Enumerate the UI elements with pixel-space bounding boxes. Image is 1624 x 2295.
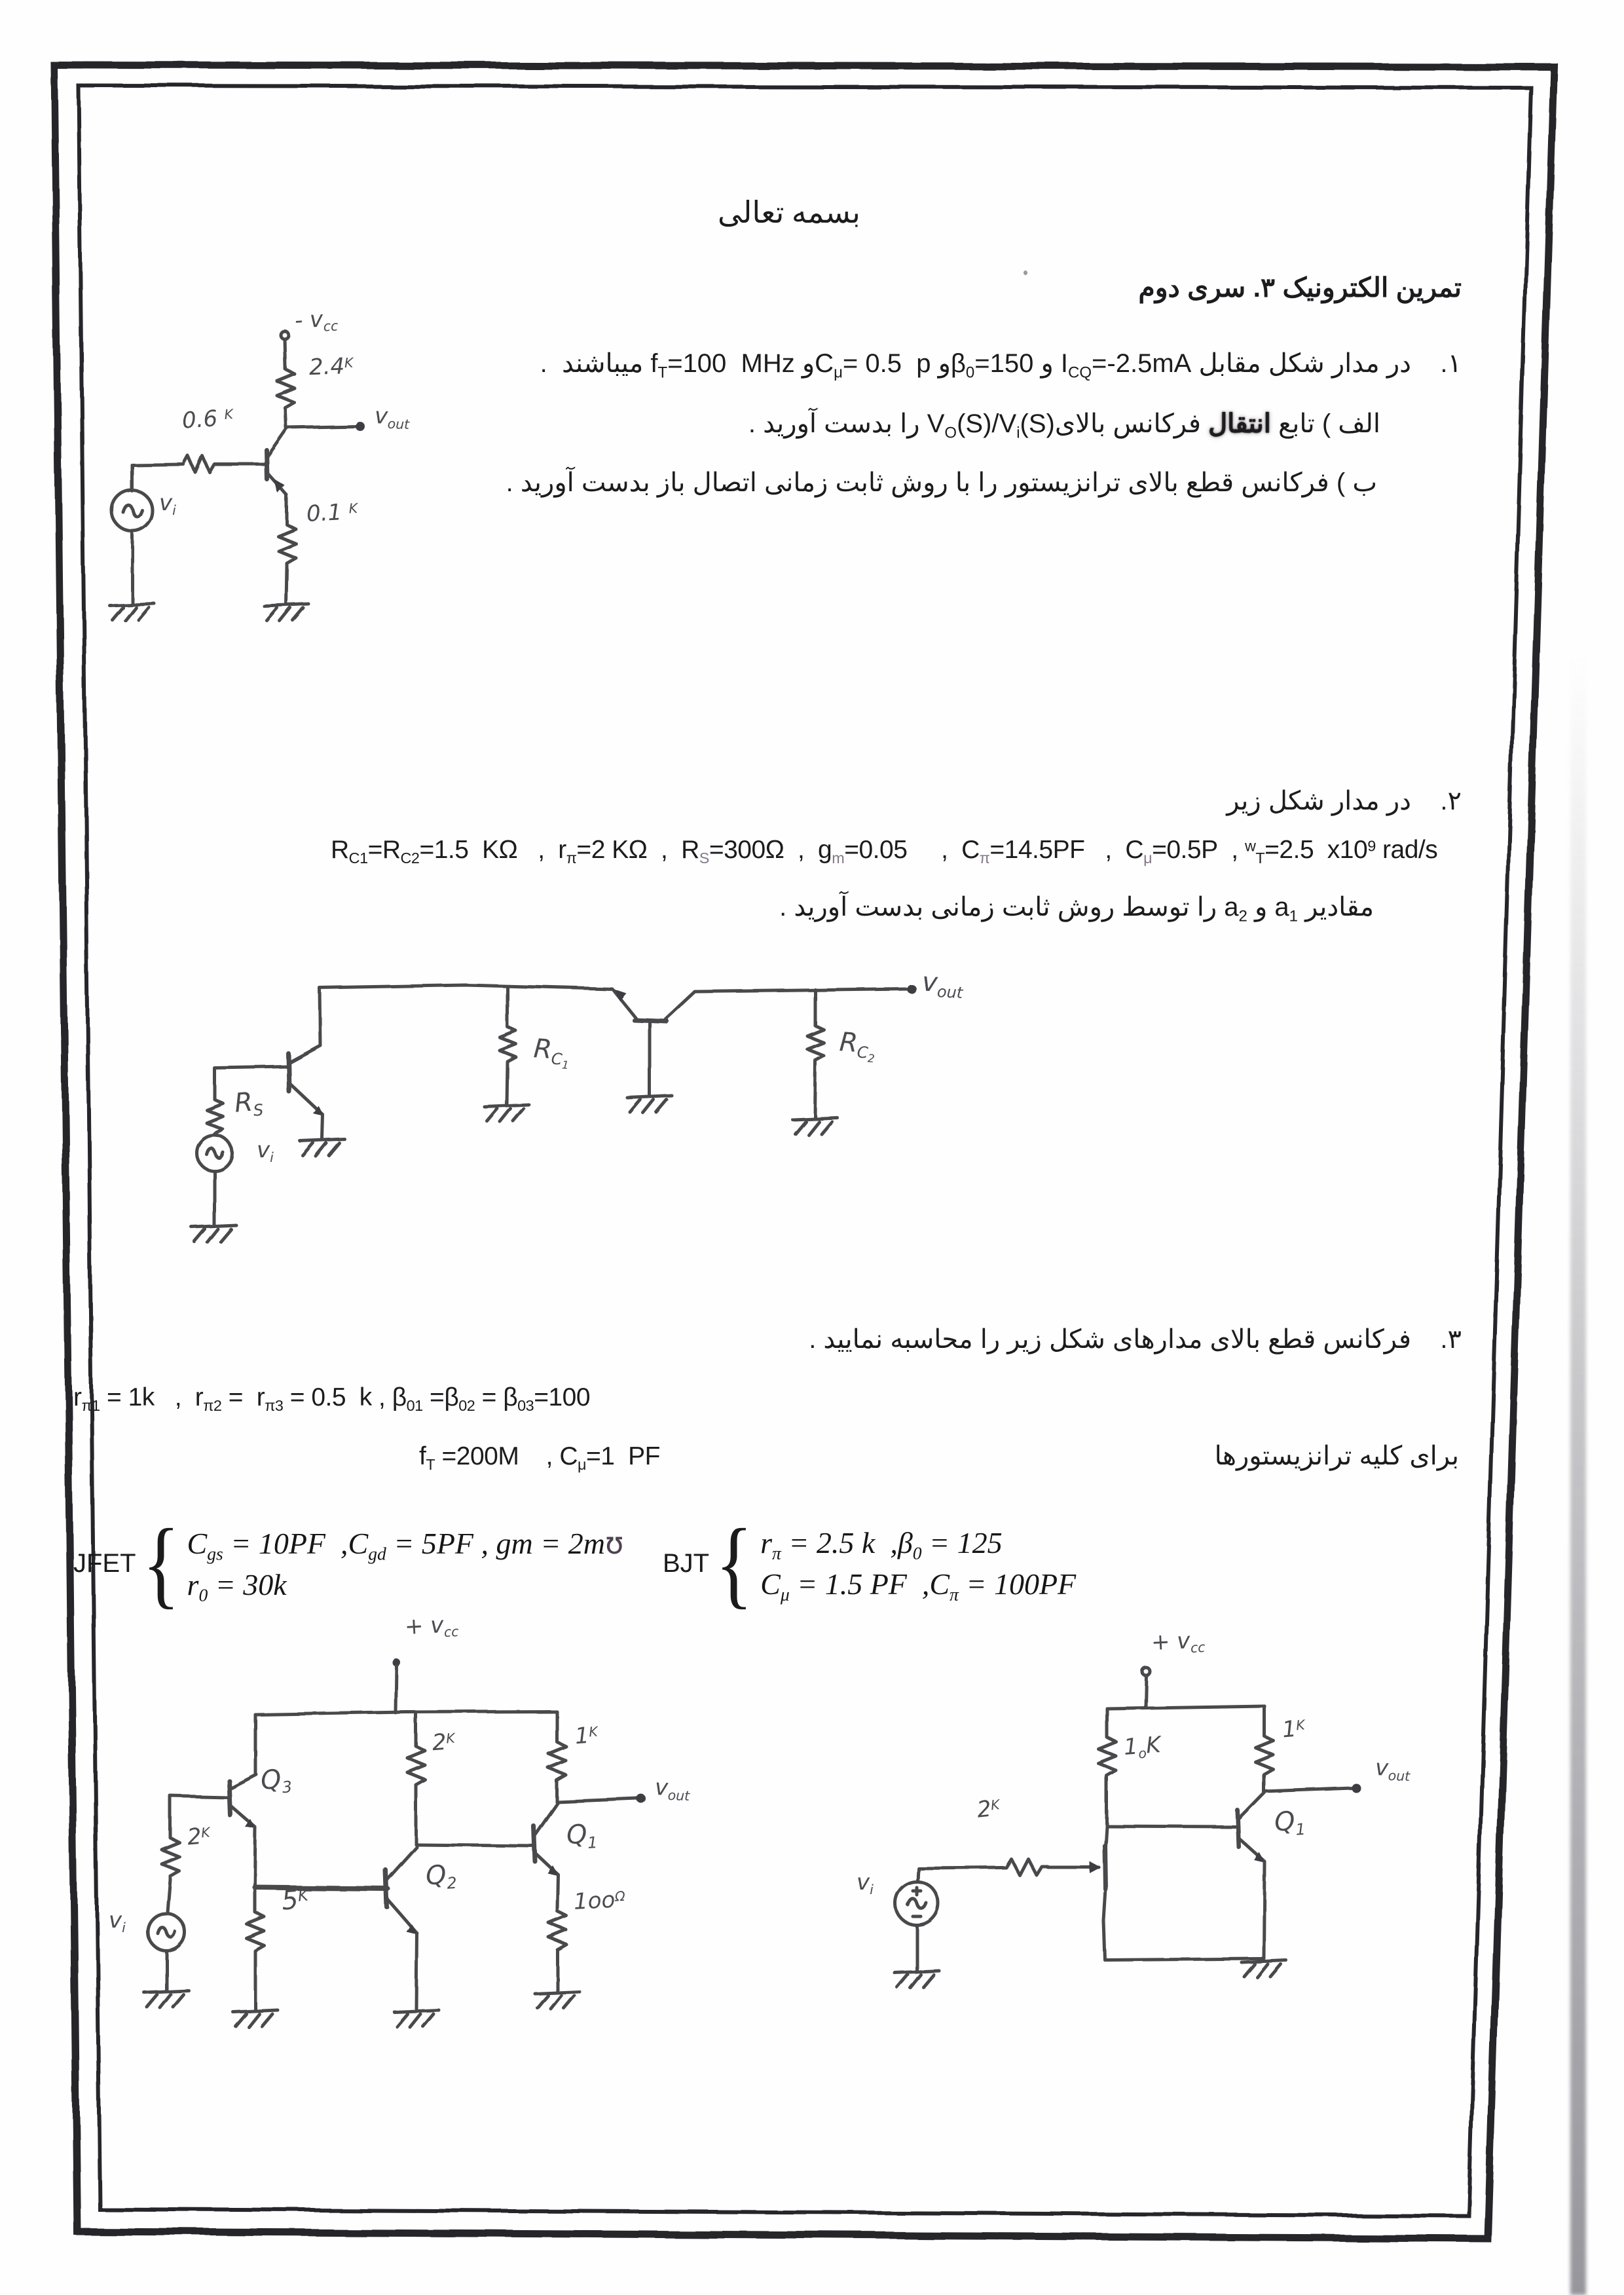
- label-c3l-2k: $2^K$: [431, 1728, 456, 1757]
- top-rail: [320, 985, 612, 989]
- problem1-part-b: ب ) فرکانس قطع بالای ترانزیستور را با روش ثابت زمانی اتصال باز بدست آورید .: [506, 468, 1377, 497]
- resistor-0k1: [264, 495, 308, 621]
- label-c3r-2k: $2^K$: [976, 1795, 1001, 1823]
- bjt-spec-row1: $r_\pi = 2.5$ k $,\beta_0 = 125$: [760, 1526, 1003, 1563]
- label-c2-vin: $v_i$: [257, 1137, 274, 1166]
- emitter-node-link: [255, 1828, 388, 1889]
- jfet-spec-block: [73, 1509, 624, 1618]
- bjt-spec-block: [663, 1509, 1077, 1618]
- label-c3l-q1: $Q_1$: [565, 1819, 599, 1852]
- vi-source: [144, 1914, 189, 2007]
- output-wire: [1264, 1783, 1361, 1793]
- assignment-heading: تمرین الکترونیک ۳. سری دوم: [1138, 272, 1462, 303]
- label-c3l-1k: $1^K$: [574, 1722, 599, 1750]
- bottom-wire: [1105, 1958, 1286, 1977]
- problem1-part-a: الف ) تابع انتقال فرکانس $بالایV_O(S)/V_i(S)$ را بدست آورید .: [748, 409, 1380, 442]
- jfet-spec-row1: $C_{gs} = 10PF$ $,C_{gd} = 5PF$ , gm = 2mʊ: [187, 1525, 624, 1564]
- label-c1-rc: $2.4^K$: [308, 353, 354, 381]
- label-c2-vout: $v_{out}$: [921, 967, 963, 1003]
- label-c3l-100: $1oo^\Omega$: [573, 1886, 626, 1916]
- pnp-transistor: [267, 430, 287, 495]
- resistor-5k: [233, 1888, 278, 2027]
- label-c3l-2k-in: $2^K$: [186, 1823, 211, 1851]
- jfet-spec-row2: $r_0 = 30k$: [187, 1567, 287, 1605]
- jfet: [1048, 1826, 1107, 1960]
- top-rail: [1107, 1706, 1264, 1708]
- label-c2-rc1: $R_{C1}$: [532, 1034, 570, 1072]
- resistor-rc2: [792, 990, 837, 1134]
- top-rail: [255, 1711, 557, 1715]
- bjt-brace: {: [715, 1509, 753, 1618]
- gate-drain-wire: [1107, 1826, 1239, 1827]
- transistor-1: [288, 988, 344, 1156]
- output-wire: [286, 422, 365, 431]
- problem2-question: مقادیر $a_1$ و $a_2$ را توسط روش ثابت زمانی بدست آورید .: [779, 893, 1374, 925]
- label-c3l-vcc: + $v_{cc}$: [404, 1612, 459, 1641]
- label-c1-re: 0.1 $^K$: [306, 498, 358, 528]
- problem3-parameters-2: $f_T =200M$ , $C_\mu=1$ PF: [419, 1442, 660, 1474]
- output-wire: [557, 1794, 646, 1803]
- label-c3r-q1: $Q_1$: [1273, 1806, 1306, 1839]
- interstage-wire: [416, 1844, 534, 1846]
- label-c3r-vcc: + $v_{cc}$: [1151, 1628, 1206, 1656]
- circuit2-schematic: [177, 950, 1015, 1264]
- problem2-statement: ۲. در مدار شکل زیر: [1227, 787, 1462, 815]
- problem3-statement: ۳. فرکانس قطع بالای مدارهای شکل زیر را محاسبه نمایید .: [809, 1325, 1462, 1354]
- transistor-2-common-base: [614, 990, 695, 1113]
- problem3-note: برای کلیه ترانزیستورها: [1214, 1442, 1459, 1470]
- vi-source: [110, 491, 155, 621]
- base-branch: [132, 456, 267, 491]
- resistor-10k: [1098, 1708, 1116, 1826]
- label-c2-rs: $R_S$: [233, 1087, 265, 1120]
- problem3-parameters-1: $r_{\pi 1} = 1k$ , $r_{\pi 2} = r_{\pi 3} = 0.5$ k , $\beta_{01} =\beta_{02} = \beta_{03}=100$: [73, 1383, 591, 1415]
- bismillah-title: بسمه تعالی: [718, 196, 860, 229]
- circuit3-right-schematic: [838, 1624, 1545, 2043]
- vcc-terminal: [281, 331, 289, 367]
- resistor-1k: [548, 1711, 566, 1802]
- label-c3l-q2: $Q_2$: [424, 1859, 458, 1893]
- resistor-2k4: [277, 367, 295, 428]
- bjt-spec-row2: $C_\mu = 1.5$ PF $,C_\pi = 100PF$: [760, 1567, 1077, 1605]
- vi-source: [895, 1882, 939, 1988]
- circuit1-schematic: [98, 301, 478, 648]
- label-c3l-vin: $v_i$: [109, 1907, 126, 1936]
- label-c1-vin: $v_i$: [159, 490, 176, 519]
- label-c1-vcc: - $v_{cc}$: [293, 306, 339, 335]
- label-c3l-vout: $v_{out}$: [654, 1774, 690, 1804]
- right-rail: [695, 984, 916, 994]
- problem1-statement: ۱. در مدار شکل مقابل $I_{CQ}=-2.5mA$ و $\beta_0=150و$ $C_\mu= 0.5$ pو $f_T=100$ MHz میباشند .: [540, 349, 1462, 382]
- label-c3r-10k: $1_oK$: [1122, 1732, 1162, 1762]
- jfet-label: JFET: [73, 1548, 136, 1578]
- input-branch: [162, 1796, 229, 1912]
- resistor-2k: [917, 1859, 1048, 1881]
- vcc-terminal: [1142, 1668, 1150, 1706]
- label-c1-vout: $v_{out}$: [374, 403, 410, 433]
- scan-speck: [1024, 271, 1027, 275]
- resistor-2k-mid: [407, 1713, 425, 1844]
- label-c3r-vin: $v_i$: [857, 1869, 874, 1898]
- label-c2-rc2: $R_{C2}$: [838, 1027, 876, 1066]
- scan-streak: [1570, 655, 1586, 2295]
- label-c3l-q3: $Q_3$: [259, 1764, 293, 1797]
- label-c3l-5k: $5^K$: [280, 1884, 309, 1916]
- label-c1-rb: 0.6 $^K$: [181, 405, 234, 434]
- transistor-q3: [229, 1715, 257, 1829]
- resistor-1k: [1255, 1706, 1273, 1791]
- label-c3r-vout: $v_{out}$: [1375, 1755, 1411, 1785]
- transistor-q1: [534, 1803, 559, 1876]
- resistor-rc1: [485, 987, 529, 1122]
- bjt-label: BJT: [663, 1548, 710, 1578]
- problem2-parameters: $R_{C1}=R_{C2}=1.5$ KΩ , $r_\pi=2$ KΩ , $R_S=300\Omega$ , $g_m=0.05$ , $C_\pi=14.5PF$ , $C_\mu=0.5P$ , $^w_T$=2.5 $x10^9$ rad/s: [331, 836, 1438, 867]
- vi-source: [192, 1135, 236, 1242]
- jfet-brace: {: [141, 1509, 180, 1618]
- label-c3r-1k: $1^K$: [1281, 1715, 1306, 1744]
- transistor-q1: [1238, 1793, 1265, 1958]
- vcc-terminal: [392, 1658, 400, 1713]
